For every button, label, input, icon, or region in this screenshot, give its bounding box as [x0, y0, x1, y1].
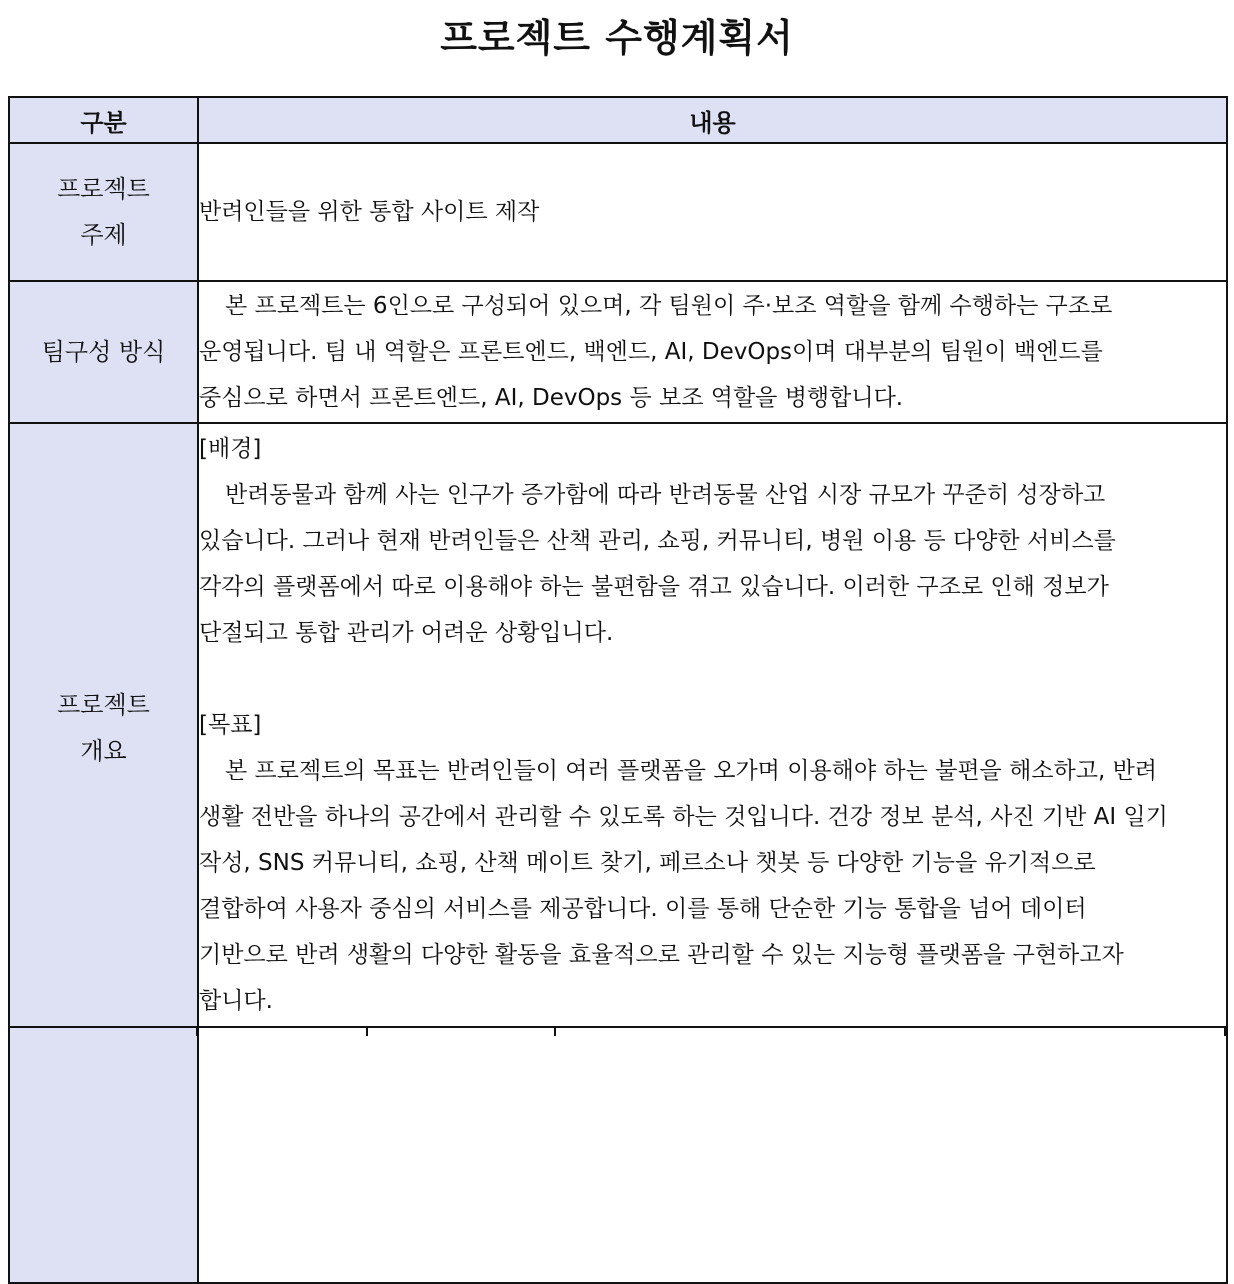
topic-text: 반려인들을 위한 통합 사이트 제작	[199, 199, 540, 225]
goal-line-6: 합니다.	[199, 988, 273, 1014]
next-row-divider	[366, 1028, 368, 1036]
background-line-4: 단절되고 통합 관리가 어려운 상황입니다.	[199, 620, 614, 646]
table-row-team	[9, 281, 1227, 423]
table-row-overview	[9, 423, 1227, 1283]
label-overview-line1: 프로젝트	[57, 691, 150, 719]
team-line-3: 중심으로 하면서 프론트엔드, AI, DevOps 등 보조 역할을 병행합니다.	[199, 385, 904, 411]
next-row-divider	[1224, 1028, 1226, 1036]
project-plan-table	[8, 96, 1228, 1284]
background-line-2: 있습니다. 그러나 현재 반려인들은 산책 관리, 쇼핑, 커뮤니티, 병원 이용 등 다양한 서비스를	[199, 528, 1116, 554]
label-topic	[9, 143, 198, 281]
label-overview	[9, 423, 198, 1283]
team-line-1: 본 프로젝트는 6인으로 구성되어 있으며, 각 팀원이 주·보조 역할을 함께 수행하는 구조로	[225, 293, 1113, 319]
table-header-row	[9, 97, 1227, 143]
content-topic	[198, 143, 1227, 281]
goal-line-2: 생활 전반을 하나의 공간에서 관리할 수 있도록 하는 것입니다. 건강 정보 분석, 사진 기반 AI 일기	[199, 804, 1168, 830]
next-row-divider	[196, 1028, 198, 1036]
next-row-divider	[554, 1028, 556, 1036]
team-line-2: 운영됩니다. 팀 내 역할은 프론트엔드, 백엔드, AI, DevOps이며 대부분의 팀원이 백엔드를	[199, 339, 1103, 365]
goal-line-3: 작성, SNS 커뮤니티, 쇼핑, 산책 메이트 찾기, 페르소나 챗봇 등 다양한 기능을 유기적으로	[199, 850, 1096, 876]
goal-line-1: 본 프로젝트의 목표는 반려인들이 여러 플랫폼을 오가며 이용해야 하는 불편을 해소하고, 반려	[225, 758, 1158, 784]
document-title: 프로젝트 수행계획서	[440, 16, 794, 60]
next-table-row-border	[8, 1026, 1226, 1036]
label-topic-line2: 주제	[80, 221, 127, 249]
header-category: 구분	[9, 97, 198, 143]
header-content: 내용	[198, 97, 1227, 143]
goal-line-4: 결합하여 사용자 중심의 서비스를 제공합니다. 이를 통해 단순한 기능 통합을 넘어 데이터	[199, 896, 1087, 922]
goal-line-5: 기반으로 반려 생활의 다양한 활동을 효율적으로 관리할 수 있는 지능형 플랫폼을 구현하고자	[199, 942, 1124, 968]
content-team	[198, 281, 1227, 423]
background-line-3: 각각의 플랫폼에서 따로 이용해야 하는 불편함을 겪고 있습니다. 이러한 구조로 인해 정보가	[199, 574, 1109, 600]
background-heading: [배경]	[199, 436, 262, 462]
label-topic-line1: 프로젝트	[57, 175, 150, 203]
next-row-divider	[8, 1028, 10, 1036]
paragraph-spacer	[199, 656, 1226, 702]
label-team: 팀구성 방식	[9, 281, 198, 423]
label-overview-line2: 개요	[80, 737, 127, 765]
background-line-1: 반려동물과 함께 사는 인구가 증가함에 따라 반려동물 산업 시장 규모가 꾸준히 성장하고	[225, 482, 1106, 508]
goal-heading: [목표]	[199, 712, 262, 738]
content-overview	[198, 423, 1227, 1283]
table-row-topic	[9, 143, 1227, 281]
